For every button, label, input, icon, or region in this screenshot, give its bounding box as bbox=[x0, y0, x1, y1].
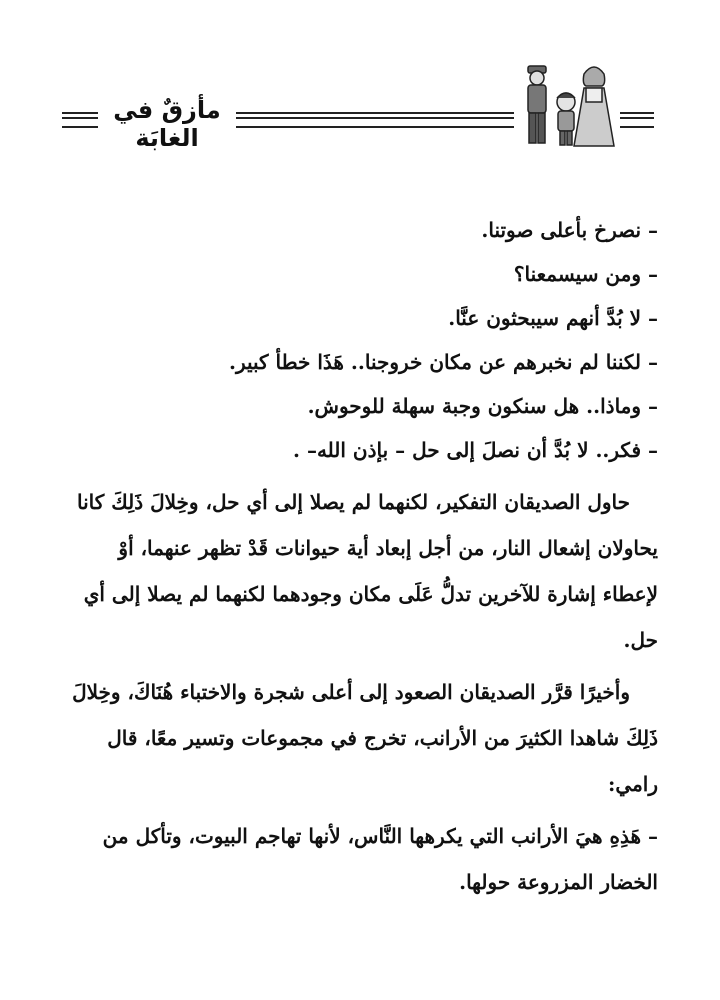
header-rule-left bbox=[62, 112, 98, 128]
dialog-line: – فكر.. لا بُدَّ أن نصلَ إلى حل – بإذن الله– . bbox=[293, 438, 658, 462]
chapter-title: مأزقٌ في الغابَة bbox=[113, 96, 221, 152]
dialog-line: – نصرخ بأعلى صوتنا. bbox=[481, 218, 658, 242]
chapter-header bbox=[0, 60, 720, 160]
dialog-line: – هَذِهِ هيَ الأرانب التي يكرهها النَّاس، لأنها تهاجم البيوت، وتأكل من الخضار المزروعة حولها. bbox=[102, 824, 658, 894]
dialog-line: – لكننا لم نخبرهم عن مكان خروجنا.. هَذَا خطأ كبير. bbox=[228, 350, 658, 374]
header-rule-middle bbox=[236, 112, 514, 128]
narration-paragraph: حاول الصديقان التفكير، لكنهما لم يصلا إلى أي حل، وخِلالَ ذَلِكَ كانا يحاولان إشعال النار، من أجل إبعاد أية حيوانات قَدْ تظهر عنهما، أوْ لإعطاء إشارة للآخرين تدلُّ عَلَى مكان وجودهما لكنهما لم يصلا إلى أي حل. bbox=[77, 490, 658, 652]
dialog-line: – لا بُدَّ أنهم سيبحثون عنَّا. bbox=[448, 306, 658, 330]
dialog-line: – ومن سيسمعنا؟ bbox=[513, 262, 658, 286]
narration-paragraph: وأخيرًا قرَّر الصديقان الصعود إلى أعلى شجرة والاختباء هُنَاكَ، وخِلالَ ذَلِكَ شاهدا الكثيرَ من الأرانب، تخرج في مجموعات وتسير معًا، قال رامي: bbox=[72, 680, 658, 796]
characters-illustration bbox=[520, 60, 620, 152]
dialog-line: – وماذا.. هل سنكون وجبة سهلة للوحوش. bbox=[307, 394, 658, 418]
story-text bbox=[58, 215, 658, 905]
header-rule-right bbox=[620, 112, 654, 128]
